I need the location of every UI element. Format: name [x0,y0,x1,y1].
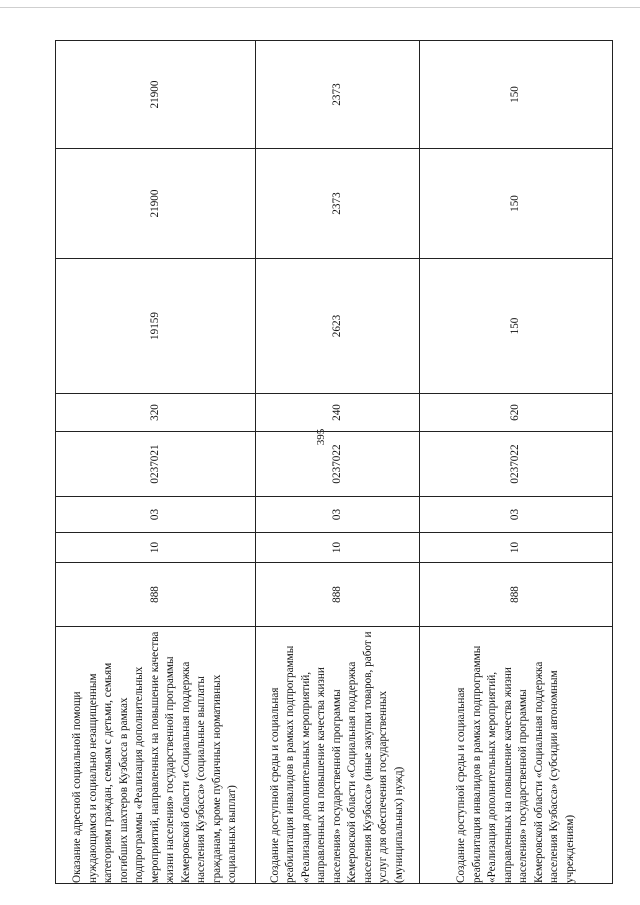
top-rule [0,7,640,8]
expense-type-code: 240 [256,394,420,432]
target-article-code: 0237022 [256,432,420,497]
expense-type-code: 620 [420,394,613,432]
expense-type-code: 320 [56,394,256,432]
row-description: Создание доступной среды и социальная реабилитация инвалидов в рамках подпрограммы «Реализация дополнительных мероприятий, направленных на повышение качества жизни населения» государственной программы Кемеровской области «Социальная поддержка населения Кузбасса» (иные закупки товаров, работ и услуг для обеспечения государственных (муниципальных) нужд) [256,627,420,884]
section-code: 10 [56,533,256,563]
row-description: Создание доступной среды и социальная реабилитация инвалидов в рамках подпрограммы «Реализация дополнительных мероприятий, направленных на повышение качества жизни населения» государственной программы Кемеровской области «Социальная поддержка населения Кузбасса» (субсидии автономным учреждениям) [420,627,613,884]
subsection-code: 03 [256,497,420,533]
table-row [56,41,256,884]
row-description: Оказание адресной социальной помощи нуждающимся и социально незащищенным категориям граждан, семьям с детьми, семьям погибших шахтеров Кузбасса в рамках подпрограммы «Реализация дополнительных мероприятий, направленных на повышение качества жизни населения» государственной программы Кемеровской области «Социальная поддержка населения Кузбасса» (социальные выплаты гражданам, кроме публичных нормативных социальных выплат) [56,627,256,884]
target-article-code: 0237021 [56,432,256,497]
section-code: 10 [256,533,420,563]
amount-year-3: 2373 [256,41,420,149]
table-row [420,41,613,884]
budget-table-container [55,41,612,884]
amount-year-1: 150 [420,259,613,394]
amount-year-2: 2373 [256,149,420,259]
subsection-code: 03 [56,497,256,533]
section-code: 10 [420,533,613,563]
ministry-code: 888 [256,563,420,627]
amount-year-2: 150 [420,149,613,259]
budget-table [55,40,613,884]
ministry-code: 888 [56,563,256,627]
amount-year-3: 150 [420,41,613,149]
table-row [256,41,420,884]
amount-year-3: 21900 [56,41,256,149]
ministry-code: 888 [420,563,613,627]
target-article-code: 0237022 [420,432,613,497]
amount-year-1: 19159 [56,259,256,394]
page-number: 395 [315,428,327,446]
subsection-code: 03 [420,497,613,533]
amount-year-1: 2623 [256,259,420,394]
amount-year-2: 21900 [56,149,256,259]
